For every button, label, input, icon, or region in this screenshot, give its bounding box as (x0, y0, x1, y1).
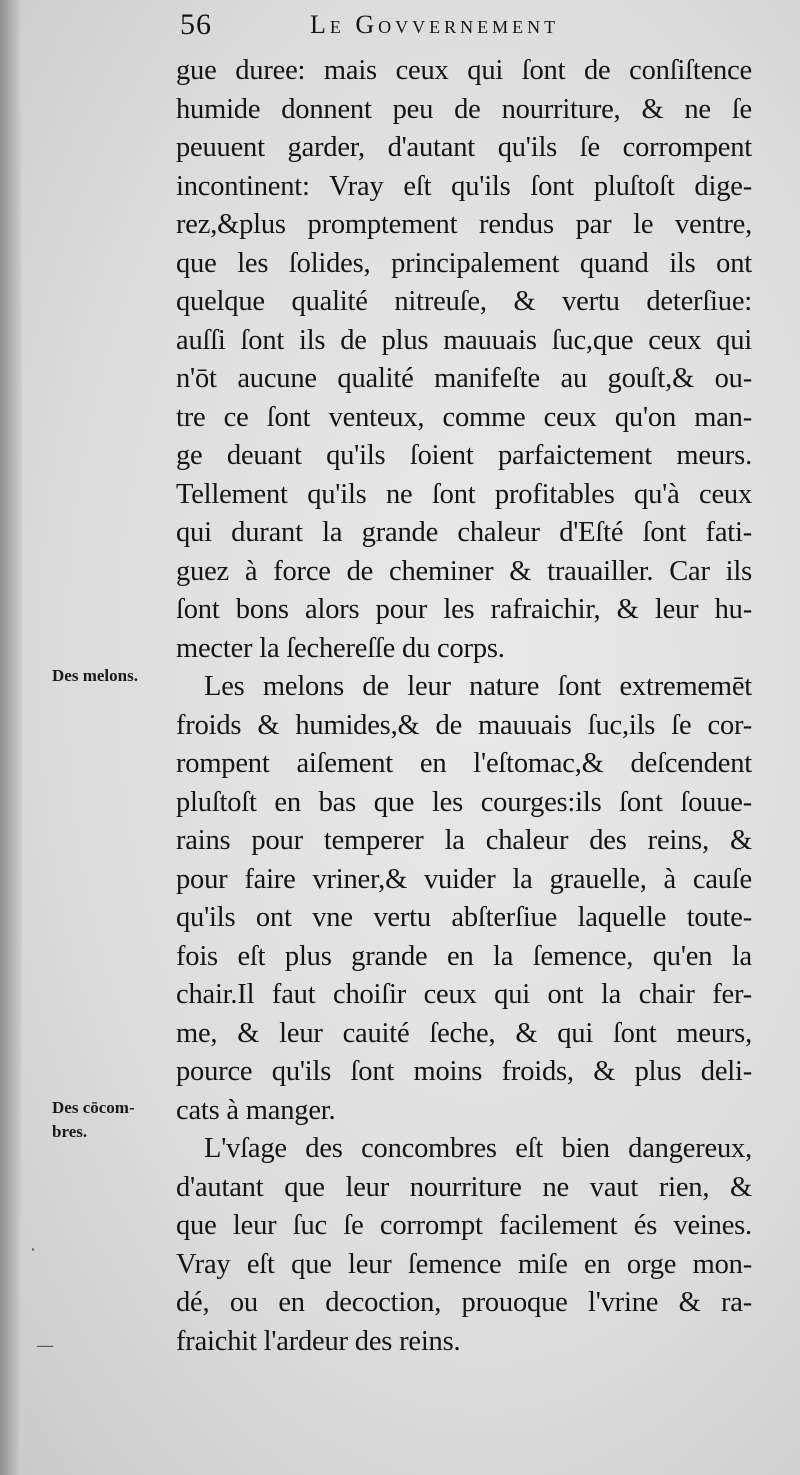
text-line: incontinent: Vray eſt qu'ils ſont pluſtoſt dige- (176, 170, 752, 202)
text-line: ge deuant qu'ils ſoient parfaictement meurs. (176, 440, 752, 471)
ink-mark: ‧ (30, 1240, 36, 1261)
text-line: tre ce ſont venteux, comme ceux qu'on man- (176, 401, 752, 433)
text-line: fois eſt plus grande en la ſemence, qu'en la (176, 940, 752, 972)
text-line: que les ſolides, principalement quand ils ont (176, 247, 752, 279)
text-line: fraichit l'ardeur des reins. (176, 1325, 461, 1357)
text-line: rains pour temperer la chaleur des reins, & (176, 825, 752, 856)
text-line: Tellement qu'ils ne ſont profitables qu'à ceux (176, 478, 752, 510)
text-line: dé, ou en decoction, prouoque l'vrine & ra- (176, 1287, 752, 1318)
page-gutter-shadow (0, 0, 22, 1475)
running-head: Le Govvernement (310, 10, 560, 39)
text-line: n'ōt aucune qualité manifeſte au gouſt,& ou- (176, 363, 752, 394)
text-line: Vray eſt que leur ſemence miſe en orge mon- (176, 1248, 752, 1280)
text-line: chair.Il faut choiſir ceux qui ont la chair fer- (176, 979, 752, 1010)
text-line: L'vſage des concombres eſt bien dangereux, (204, 1133, 752, 1164)
text-line: que leur ſuc ſe corrompt facilement és veines. (176, 1210, 752, 1241)
text-line: pour faire vriner,& vuider la grauelle, à cauſe (176, 863, 752, 895)
text-line: ſont bons alors pour les rafraichir, & leur hu- (176, 594, 752, 625)
text-line: qui durant la grande chaleur d'Eſté ſont fati- (176, 517, 752, 548)
page-number: 56 (180, 8, 212, 41)
text-line: pluſtoſt en bas que les courges:ils ſont ſouue- (176, 786, 752, 818)
text-line: gue duree: mais ceux qui ſont de conſiſtence (176, 55, 752, 86)
text-line: me, & leur cauité ſeche, & qui ſont meurs, (176, 1017, 752, 1049)
text-line: qu'ils ont vne vertu abſterſiue laquelle toute- (176, 902, 752, 933)
text-line: guez à force de cheminer & trauailler. Car ils (176, 555, 752, 587)
text-line: rez,&plus promptement rendus par le ventre, (176, 209, 752, 240)
text-line: cats à manger. (176, 1094, 336, 1126)
text-line: Les melons de leur nature ſont extrememēt (204, 671, 752, 702)
page-header (180, 8, 760, 48)
text-line: mecter la ſechereſſe du corps. (176, 632, 505, 664)
margin-note-melons: Des melons. (52, 666, 138, 685)
margin-note-concombres-line2: bres. (52, 1122, 88, 1141)
text-line: auſſi ſont ils de plus mauuais ſuc,que ceux qui (176, 324, 752, 356)
text-line: pource qu'ils ſont moins froids, & plus deli- (176, 1056, 752, 1087)
text-line: froids & humides,& de mauuais ſuc,ils ſe cor- (176, 709, 752, 741)
text-line: humide donnent peu de nourriture, & ne ſe (176, 93, 752, 125)
main-text-block (176, 52, 752, 1361)
text-line: rompent aiſement en l'eſtomac,& deſcendent (176, 748, 752, 779)
margin-note-concombres-line1: Des cōcom- (52, 1098, 135, 1117)
text-line: d'autant que leur nourriture ne vaut rien, & (176, 1171, 752, 1203)
text-line: quelque qualité nitreuſe, & vertu deterſiue: (176, 286, 752, 317)
text-line: peuuent garder, d'autant qu'ils ſe corrompent (176, 132, 752, 163)
ink-mark: — (36, 1335, 54, 1356)
